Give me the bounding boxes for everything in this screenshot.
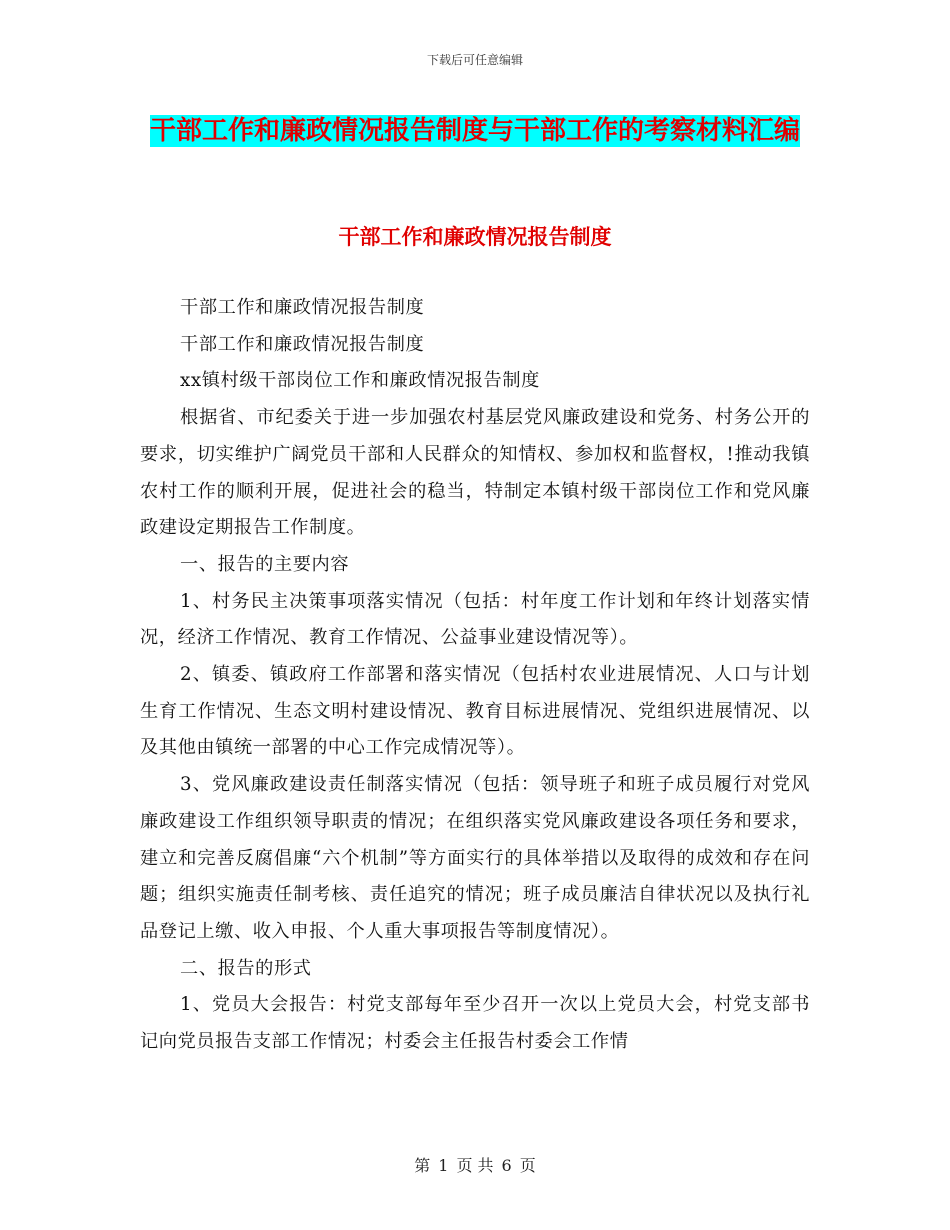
body-paragraph: xx镇村级干部岗位工作和廉政情况报告制度 xyxy=(180,370,540,392)
body-paragraph: 根据省、市纪委关于进一步加强农村基层党风廉政建设和党务、村务公开的要求，切实维护广阔党员干部和人民群众的知情权、参加权和监督权，!推动我镇农村工作的顺利开展，促进社会的稳当，特制定本镇村级干部岗位工作和党风廉政建设定期报告工作制度。 xyxy=(140,407,810,539)
page-middle: 页 共 xyxy=(456,1156,494,1175)
page-suffix: 页 xyxy=(519,1156,536,1175)
document-title-text: 干部工作和廉政情况报告制度与干部工作的考察材料汇编 xyxy=(149,116,800,146)
body-heading: 一、报告的主要内容 xyxy=(180,553,350,575)
body-paragraph: 1、村务民主决策事项落实情况（包括：村年度工作计划和年终计划落实情况，经济工作情况、教育工作情况、公益事业建设情况等）。 xyxy=(140,590,810,649)
document-body xyxy=(140,290,810,1061)
page-current: 1 xyxy=(438,1156,449,1175)
section-title: 干部工作和廉政情况报告制度 xyxy=(338,225,612,249)
body-paragraph: 干部工作和廉政情况报告制度 xyxy=(180,297,425,318)
page-number-footer xyxy=(0,1156,950,1176)
page-prefix: 第 xyxy=(414,1156,431,1175)
page-total: 6 xyxy=(501,1156,512,1175)
body-paragraph: 1、党员大会报告：村党支部每年至少召开一次以上党员大会，村党支部书记向党员报告支部工作情况；村委会主任报告村委会工作情 xyxy=(140,994,810,1053)
body-paragraph: 3、党风廉政建设责任制落实情况（包括：领导班子和班子成员履行对党风廉政建设工作组织领导职责的情况；在组织落实党风廉政建设各项任务和要求，建立和完善反腐倡廉“六个机制”等方面实行的具体举措以及取得的成效和存在问题；组织实施责任制考核、责任追究的情况；班子成员廉洁自律状况以及执行礼品登记上缴、收入申报、个人重大事项报告等制度情况）。 xyxy=(140,774,810,942)
body-heading: 二、报告的形式 xyxy=(180,957,312,979)
body-paragraph: 干部工作和廉政情况报告制度 xyxy=(180,333,425,355)
body-paragraph: 2、镇委、镇政府工作部署和落实情况（包括村农业进展情况、人口与计划生育工作情况、生态文明村建设情况、教育目标进展情况、党组织进展情况、以及其他由镇统一部署的中心工作完成情况等）。 xyxy=(140,664,810,759)
document-title xyxy=(140,110,810,152)
page-header-note: 下载后可任意编辑 xyxy=(426,53,523,67)
